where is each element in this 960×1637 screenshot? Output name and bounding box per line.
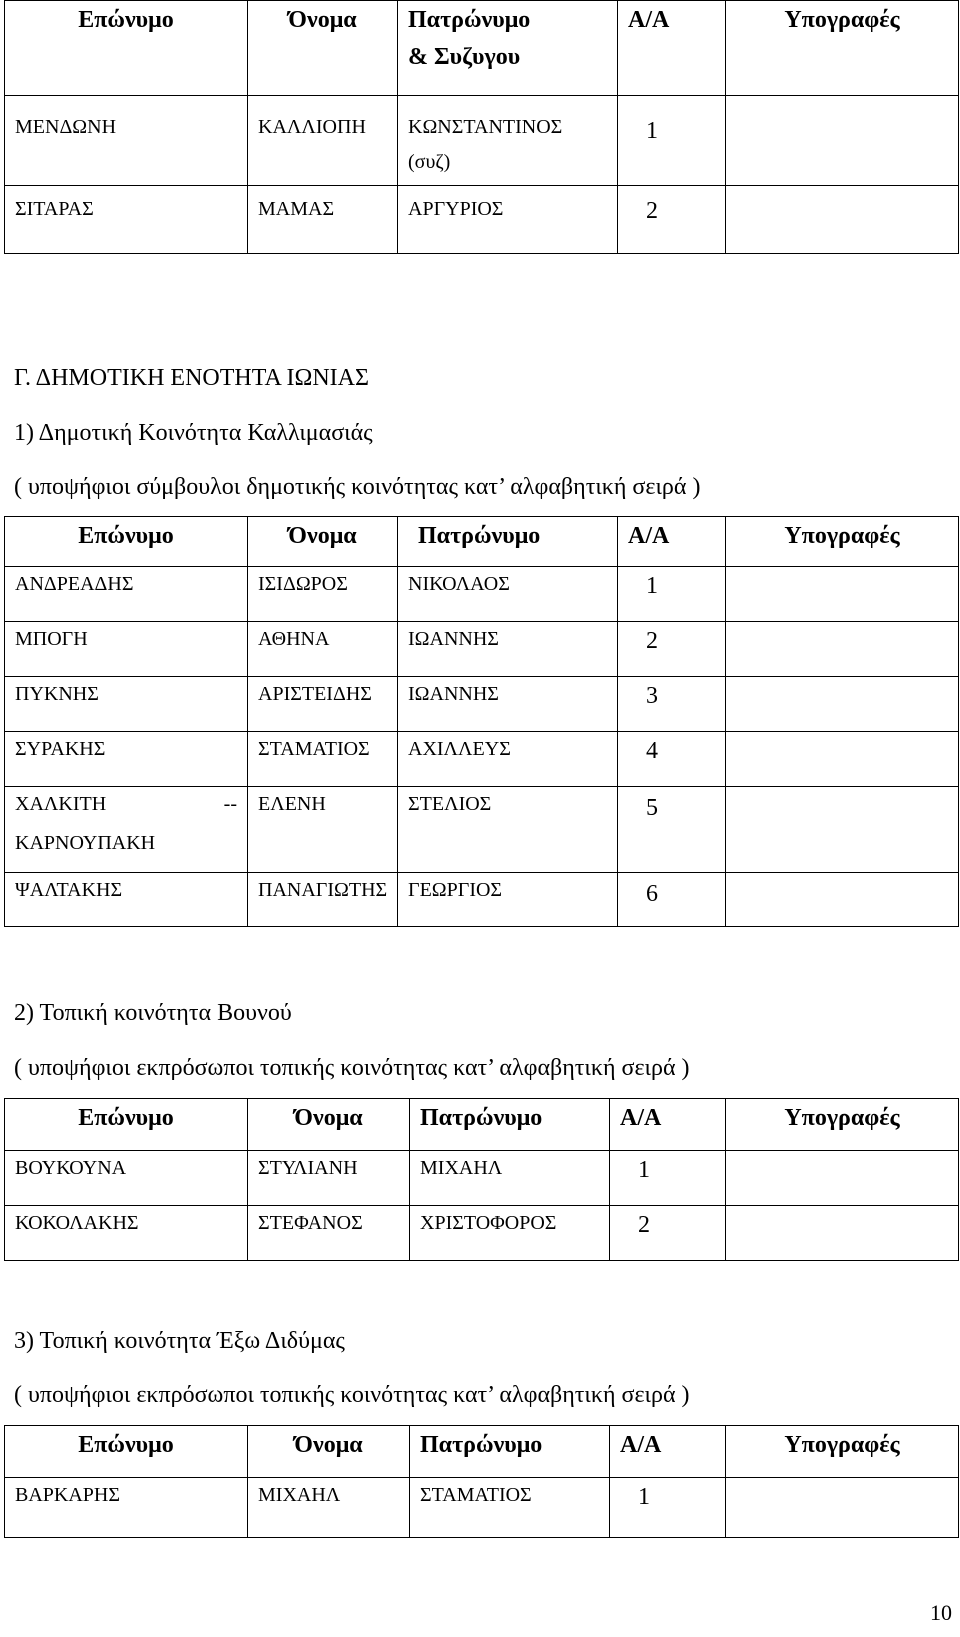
cell-signature	[726, 677, 959, 732]
cell-signature	[726, 186, 959, 254]
cell-signature	[726, 622, 959, 677]
header-surname: Επώνυμο	[5, 1, 248, 96]
header-aa: Α/Α	[618, 517, 726, 567]
section-title: Γ. ΔΗΜΟΤΙΚΗ ΕΝΟΤΗΤΑ ΙΩΝΙΑΣ	[14, 365, 369, 391]
cell-patronymic: ΣΤΑΜΑΤΙΟΣ	[410, 1478, 610, 1538]
cell-signature	[726, 1478, 959, 1538]
cell-signature	[726, 873, 959, 927]
cell-name: ΚΑΛΛΙΟΠΗ	[248, 96, 398, 186]
section-note: ( υποψήφιοι σύμβουλοι δημοτικής κοινότητας κατ’ αλφαβητική σειρά )	[14, 474, 701, 500]
header-aa: Α/Α	[610, 1426, 726, 1478]
cell-name: ΣΤΑΜΑΤΙΟΣ	[248, 732, 398, 787]
cell-surname: ΜΕΝΔΩΝΗ	[5, 96, 248, 186]
cell-aa: 1	[610, 1151, 726, 1206]
cell-patronymic	[398, 96, 618, 186]
header-name: Όνομα	[248, 1426, 410, 1478]
table-row	[5, 873, 959, 927]
cell-signature	[726, 1206, 959, 1261]
cell-signature	[726, 787, 959, 873]
header-surname: Επώνυμο	[5, 1099, 248, 1151]
header-name: Όνομα	[248, 1, 398, 96]
cell-patronymic: ΝΙΚΟΛΑΟΣ	[398, 567, 618, 622]
header-patronymic-extra: & Συζυγου	[408, 44, 521, 70]
subsection-title: 3) Τοπική κοινότητα Έξω Διδύμας	[14, 1328, 345, 1354]
cell-signature	[726, 1151, 959, 1206]
header-patronymic	[398, 1, 618, 96]
cell-surname-main	[15, 791, 247, 818]
cell-name: ΑΡΙΣΤΕΙΔΗΣ	[248, 677, 398, 732]
candidates-table-4	[4, 1425, 959, 1538]
table-row	[5, 1206, 959, 1261]
header-aa: Α/Α	[618, 1, 726, 96]
cell-patronymic: ΑΧΙΛΛΕΥΣ	[398, 732, 618, 787]
header-signatures: Υπογραφές	[726, 1426, 959, 1478]
header-name: Όνομα	[248, 517, 398, 567]
cell-surname: ΠΥΚΝΗΣ	[5, 677, 248, 732]
header-signatures: Υπογραφές	[726, 1099, 959, 1151]
cell-aa: 1	[610, 1478, 726, 1538]
cell-patronymic: ΙΩΑΝΝΗΣ	[398, 622, 618, 677]
cell-surname-separator: --	[223, 793, 237, 815]
cell-aa: 2	[618, 186, 726, 254]
header-surname: Επώνυμο	[5, 1426, 248, 1478]
table-header-row	[5, 517, 959, 567]
header-patronymic: Πατρώνυμο	[410, 1099, 610, 1151]
header-name: Όνομα	[248, 1099, 410, 1151]
header-surname: Επώνυμο	[5, 517, 248, 567]
cell-surname: ΒΟΥΚΟΥΝΑ	[5, 1151, 248, 1206]
candidates-table-2	[4, 516, 959, 927]
header-patronymic: Πατρώνυμο	[410, 1426, 610, 1478]
candidates-table-1	[4, 0, 959, 254]
cell-signature	[726, 732, 959, 787]
table-header-row	[5, 1, 959, 96]
cell-patronymic-main: ΚΩΝΣΤΑΝΤΙΝΟΣ	[408, 116, 563, 138]
cell-aa: 5	[618, 787, 726, 873]
section-note: ( υποψήφιοι εκπρόσωποι τοπικής κοινότητας κατ’ αλφαβητική σειρά )	[14, 1382, 690, 1408]
cell-patronymic: ΣΤΕΛΙΟΣ	[398, 787, 618, 873]
table-row	[5, 677, 959, 732]
cell-name: ΑΘΗΝΑ	[248, 622, 398, 677]
section-note: ( υποψήφιοι εκπρόσωποι τοπικής κοινότητας κατ’ αλφαβητική σειρά )	[14, 1055, 690, 1081]
cell-name: ΣΤΥΛΙΑΝΗ	[248, 1151, 410, 1206]
cell-patronymic: ΜΙΧΑΗΛ	[410, 1151, 610, 1206]
subsection-title: 1) Δημοτική Κοινότητα Καλλιμασιάς	[14, 420, 373, 446]
cell-patronymic: ΓΕΩΡΓΙΟΣ	[398, 873, 618, 927]
cell-surname: ΨΑΛΤΑΚΗΣ	[5, 873, 248, 927]
cell-surname: ΑΝΔΡΕΑΔΗΣ	[5, 567, 248, 622]
table-row	[5, 1151, 959, 1206]
candidates-table-3	[4, 1098, 959, 1261]
table-row	[5, 96, 959, 186]
cell-aa: 6	[618, 873, 726, 927]
cell-aa: 2	[618, 622, 726, 677]
cell-name: ΣΤΕΦΑΝΟΣ	[248, 1206, 410, 1261]
header-patronymic-main: Πατρώνυμο	[408, 7, 531, 33]
cell-patronymic: ΧΡΙΣΤΟΦΟΡΟΣ	[410, 1206, 610, 1261]
header-patronymic: Πατρώνυμο	[398, 517, 618, 567]
table-row	[5, 732, 959, 787]
cell-surname-first: ΧΑΛΚΙΤΗ	[15, 793, 107, 815]
header-signatures: Υπογραφές	[726, 1, 959, 96]
cell-signature	[726, 96, 959, 186]
cell-signature	[726, 567, 959, 622]
table-row	[5, 787, 959, 873]
table-row	[5, 186, 959, 254]
table-header-row	[5, 1099, 959, 1151]
cell-patronymic: ΑΡΓΥΡΙΟΣ	[398, 186, 618, 254]
table-row	[5, 567, 959, 622]
cell-surname: ΣΙΤΑΡΑΣ	[5, 186, 248, 254]
cell-surname: ΣΥΡΑΚΗΣ	[5, 732, 248, 787]
cell-surname: ΜΠΟΓΗ	[5, 622, 248, 677]
cell-aa: 1	[618, 96, 726, 186]
cell-aa: 1	[618, 567, 726, 622]
header-aa: Α/Α	[610, 1099, 726, 1151]
cell-surname: ΚΟΚΟΛΑΚΗΣ	[5, 1206, 248, 1261]
table-row	[5, 622, 959, 677]
cell-name: ΜΙΧΑΗΛ	[248, 1478, 410, 1538]
cell-patronymic-extra: (συζ)	[408, 151, 451, 173]
page-number: 10	[930, 1600, 952, 1625]
cell-name: ΜΑΜΑΣ	[248, 186, 398, 254]
cell-name: ΙΣΙΔΩΡΟΣ	[248, 567, 398, 622]
header-signatures: Υπογραφές	[726, 517, 959, 567]
cell-surname-extra: ΚΑΡΝΟΥΠΑΚΗ	[15, 832, 156, 854]
cell-name: ΠΑΝΑΓΙΩΤΗΣ	[248, 873, 398, 927]
cell-patronymic: ΙΩΑΝΝΗΣ	[398, 677, 618, 732]
subsection-title: 2) Τοπική κοινότητα Βουνού	[14, 1000, 292, 1026]
cell-aa: 3	[618, 677, 726, 732]
cell-aa: 2	[610, 1206, 726, 1261]
table-header-row	[5, 1426, 959, 1478]
cell-surname: ΒΑΡΚΑΡΗΣ	[5, 1478, 248, 1538]
table-row	[5, 1478, 959, 1538]
cell-surname	[5, 787, 248, 873]
cell-aa: 4	[618, 732, 726, 787]
cell-name: ΕΛΕΝΗ	[248, 787, 398, 873]
